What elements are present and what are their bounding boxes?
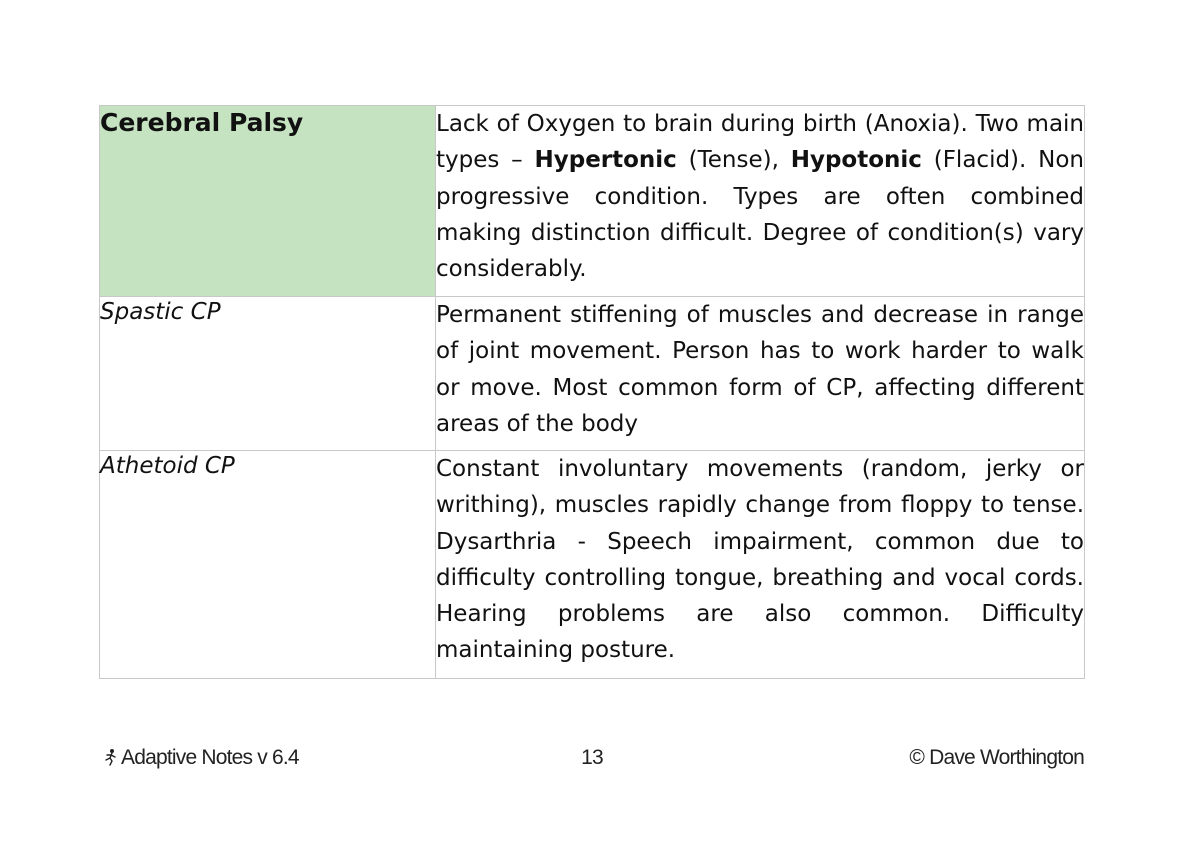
description-cell bbox=[436, 106, 1085, 297]
description-text: Constant involuntary movements (random, jerky or writhing), muscles rapidly change from floppy to tense. Dysarthria - Speech impairment, common due to difficulty controlling tongue, breathing and vocal cords. Hearing problems are also common. Difficulty maintaining posture. bbox=[436, 456, 1084, 664]
term-title: Cerebral Palsy bbox=[100, 108, 304, 137]
term-cell bbox=[100, 297, 436, 451]
hypertonic-term: Hypertonic bbox=[534, 147, 677, 174]
term-cell-header bbox=[100, 106, 436, 297]
term-label: Athetoid CP bbox=[100, 453, 235, 479]
notes-table bbox=[99, 105, 1085, 679]
page-footer bbox=[0, 746, 1200, 776]
table-row bbox=[100, 297, 1085, 451]
footer-left bbox=[103, 746, 299, 770]
description-cell bbox=[436, 297, 1085, 451]
term-cell bbox=[100, 451, 436, 679]
table-row bbox=[100, 451, 1085, 679]
term-label: Spastic CP bbox=[100, 299, 221, 325]
description-text: Permanent stiffening of muscles and decrease in range of joint movement. Person has to work harder to walk or move. Most common form of CP, affecting different areas of the body bbox=[436, 302, 1084, 437]
footer-copyright: © Dave Worthington bbox=[909, 746, 1084, 769]
page-number: 13 bbox=[581, 746, 603, 769]
hypotonic-term: Hypotonic bbox=[790, 147, 922, 174]
table-row bbox=[100, 106, 1085, 297]
description-text: Lack of Oxygen to brain during birth (Anoxia). Two main types – Hypertonic (Tense), Hypotonic (Flacid). Non progressive condition. Types are often combined making distinction difficult. Degree of condition(s) vary considerably. bbox=[436, 111, 1084, 283]
runner-icon bbox=[103, 748, 119, 766]
description-cell bbox=[436, 451, 1085, 679]
footer-title: Adaptive Notes v 6.4 bbox=[121, 746, 299, 769]
